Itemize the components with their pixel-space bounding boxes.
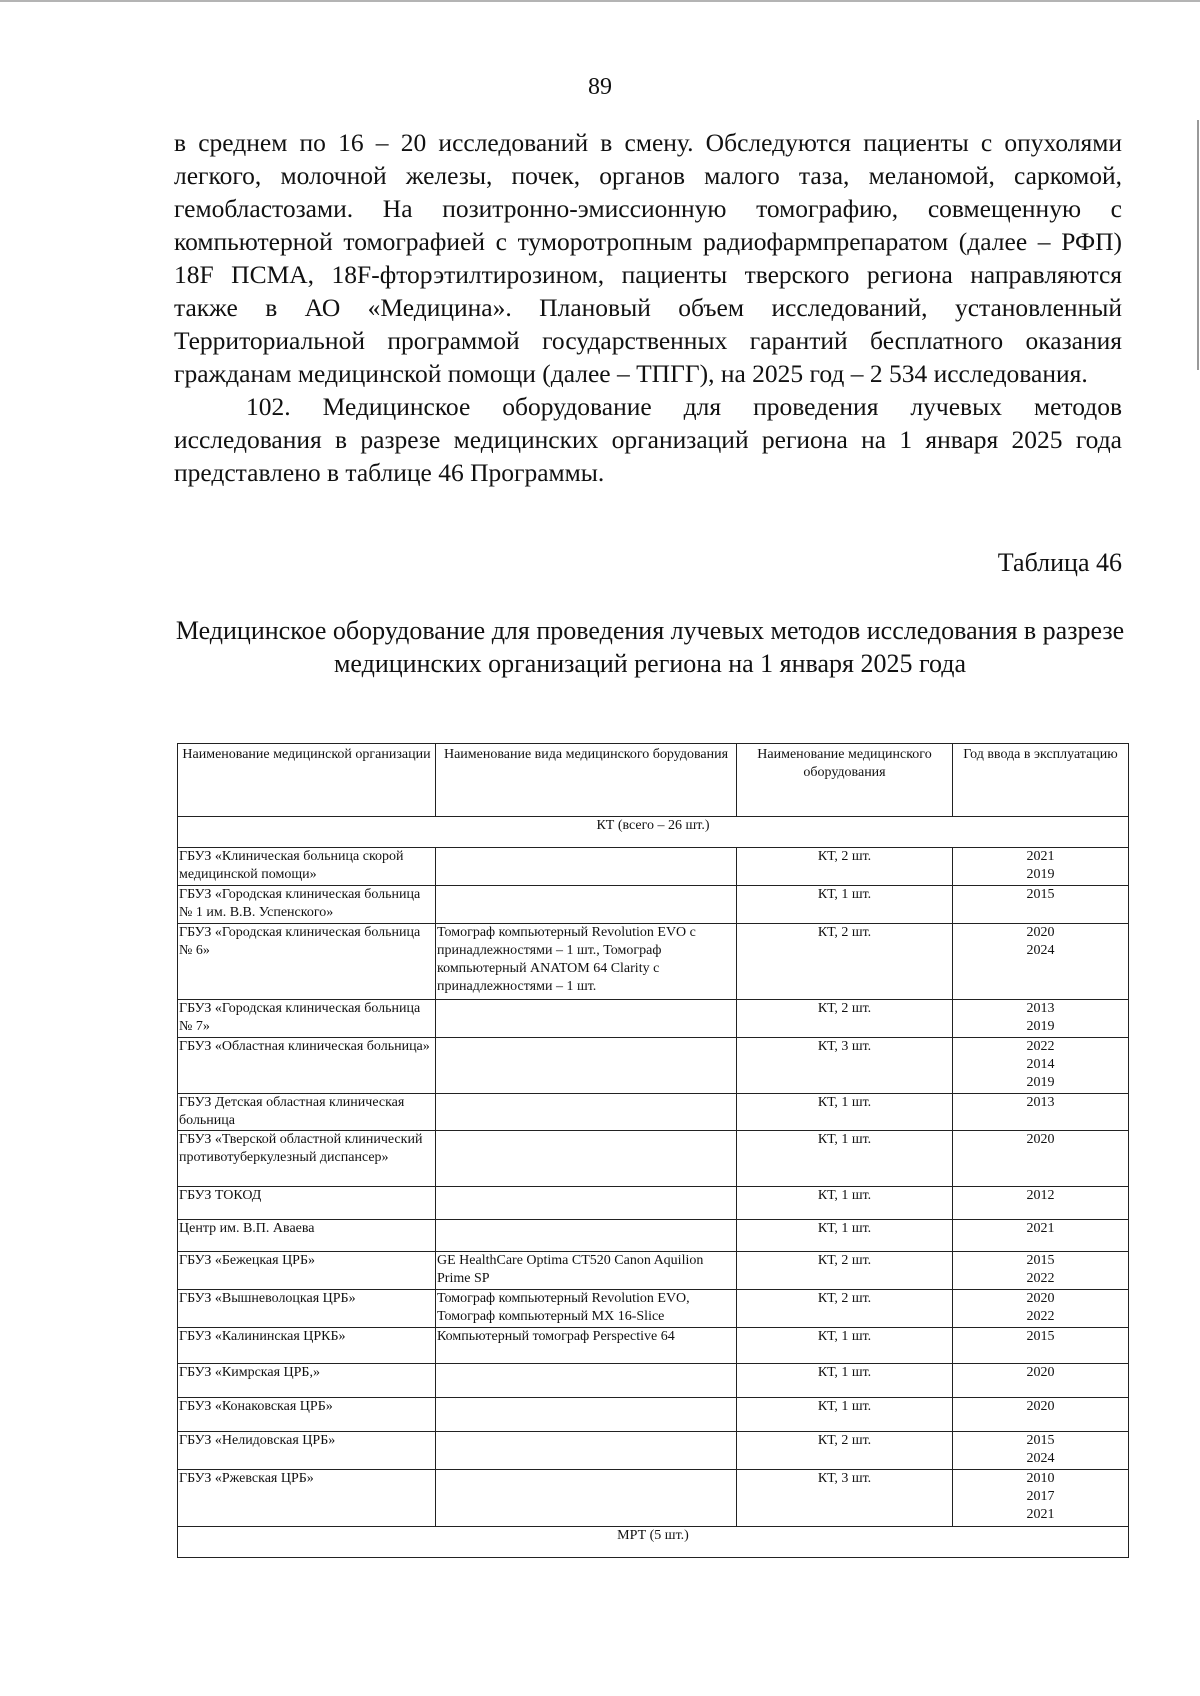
cell-equipment: КТ, 1 шт. xyxy=(737,1187,953,1220)
header-type: Наименование вида медицинского борудования xyxy=(436,744,737,817)
cell-years: 2021 2019 xyxy=(953,848,1129,886)
section-row-mri xyxy=(178,1527,1129,1558)
table-row xyxy=(178,1220,1129,1252)
cell-equipment: КТ, 2 шт. xyxy=(737,1290,953,1328)
cell-equipment: КТ, 1 шт. xyxy=(737,886,953,924)
cell-org: ГБУЗ «Городская клиническая больница № 7» xyxy=(178,1000,436,1038)
table-row xyxy=(178,848,1129,886)
cell-type: Томограф компьютерный Revolution EVO с принадлежностями – 1 шт., Томограф компьютерный ANATOM 64 Clarity с принадлежностями – 1 шт. xyxy=(436,924,737,1000)
cell-org: ГБУЗ «Городская клиническая больница № 1 им. В.В. Успенского» xyxy=(178,886,436,924)
cell-type: GE HealthCare Optima CT520 Canon Aquilion Prime SP xyxy=(436,1252,737,1290)
cell-years: 2015 2024 xyxy=(953,1432,1129,1470)
cell-equipment: КТ, 2 шт. xyxy=(737,1432,953,1470)
cell-org: ГБУЗ «Конаковская ЦРБ» xyxy=(178,1398,436,1432)
cell-org: ГБУЗ «Клиническая больница скорой медицинской помощи» xyxy=(178,848,436,886)
cell-type xyxy=(436,1094,737,1131)
cell-years: 2020 2022 xyxy=(953,1290,1129,1328)
cell-equipment: КТ, 1 шт. xyxy=(737,1220,953,1252)
table-title: Медицинское оборудование для проведения лучевых методов исследования в разрезе медицинских организаций региона на 1 января 2025 года xyxy=(175,616,1125,678)
header-year: Год ввода в эксплуатацию xyxy=(953,744,1129,817)
cell-org: ГБУЗ «Нелидовская ЦРБ» xyxy=(178,1432,436,1470)
cell-years: 2020 xyxy=(953,1398,1129,1432)
scan-edge-top xyxy=(0,0,1200,2)
table-row xyxy=(178,1470,1129,1527)
table-row xyxy=(178,1364,1129,1398)
cell-equipment: КТ, 2 шт. xyxy=(737,1000,953,1038)
cell-equipment: КТ, 2 шт. xyxy=(737,848,953,886)
cell-equipment: КТ, 1 шт. xyxy=(737,1094,953,1131)
cell-org: ГБУЗ «Вышневолоцкая ЦРБ» xyxy=(178,1290,436,1328)
cell-years: 2020 xyxy=(953,1131,1129,1187)
cell-type xyxy=(436,1131,737,1187)
cell-years: 2015 xyxy=(953,1328,1129,1364)
body-text xyxy=(174,126,1122,489)
cell-type xyxy=(436,1000,737,1038)
cell-equipment: КТ, 2 шт. xyxy=(737,924,953,1000)
table-row xyxy=(178,1131,1129,1187)
cell-type xyxy=(436,1187,737,1220)
cell-type xyxy=(436,1364,737,1398)
section-mri: МРТ (5 шт.) xyxy=(178,1527,1129,1558)
cell-org: ГБУЗ «Городская клиническая больница № 6» xyxy=(178,924,436,1000)
cell-equipment: КТ, 1 шт. xyxy=(737,1364,953,1398)
cell-equipment: КТ, 2 шт. xyxy=(737,1252,953,1290)
cell-type xyxy=(436,848,737,886)
cell-type: Компьютерный томограф Perspective 64 xyxy=(436,1328,737,1364)
section-ct: КТ (всего – 26 шт.) xyxy=(178,817,1129,848)
cell-type xyxy=(436,1398,737,1432)
cell-org: ГБУЗ «Калининская ЦРКБ» xyxy=(178,1328,436,1364)
scan-edge-right xyxy=(1197,120,1199,370)
cell-years: 2020 2024 xyxy=(953,924,1129,1000)
cell-equipment: КТ, 3 шт. xyxy=(737,1470,953,1527)
table-header-row xyxy=(178,744,1129,817)
cell-org: ГБУЗ «Областная клиническая больница» xyxy=(178,1038,436,1094)
paragraph-intro: в среднем по 16 – 20 исследований в смену. Обследуются пациенты с опухолями легкого, молочной железы, почек, органов малого таза, меланомой, саркомой, гемобластозами. На позитронно-эмиссионную томографию, совмещенную с компьютерной томографией с туморотропным радиофармпрепаратом (далее – РФП) 18F ПСМА, 18F-фторэтилтирозином, пациенты тверского региона направляются также в АО «Медицина». Плановый объем исследований, установленный Территориальной программой государственных гарантий бесплатного оказания гражданам медицинской помощи (далее – ТПГГ), на 2025 год – 2 534 исследования. xyxy=(174,128,1122,388)
table-row xyxy=(178,1290,1129,1328)
cell-equipment: КТ, 1 шт. xyxy=(737,1328,953,1364)
cell-type xyxy=(436,886,737,924)
table-row xyxy=(178,924,1129,1000)
paragraph-102: 102. Медицинское оборудование для проведения лучевых методов исследования в разрезе медицинских организаций региона на 1 января 2025 года представлено в таблице 46 Программы. xyxy=(174,392,1122,487)
cell-org: ГБУЗ Детская областная клиническая больница xyxy=(178,1094,436,1131)
cell-org: ГБУЗ «Бежецкая ЦРБ» xyxy=(178,1252,436,1290)
cell-type xyxy=(436,1432,737,1470)
cell-org: ГБУЗ ТОКОД xyxy=(178,1187,436,1220)
cell-years: 2013 xyxy=(953,1094,1129,1131)
cell-years: 2021 xyxy=(953,1220,1129,1252)
cell-equipment: КТ, 1 шт. xyxy=(737,1131,953,1187)
table-row xyxy=(178,1252,1129,1290)
header-equipment: Наименование медицинского оборудования xyxy=(737,744,953,817)
page-number: 89 xyxy=(588,74,612,100)
table-caption: Таблица 46 xyxy=(997,548,1122,577)
table-row xyxy=(178,1038,1129,1094)
cell-years: 2010 2017 2021 xyxy=(953,1470,1129,1527)
cell-equipment: КТ, 3 шт. xyxy=(737,1038,953,1094)
cell-type: Томограф компьютерный Revolution EVO, Томограф компьютерный MX 16-Slice xyxy=(436,1290,737,1328)
cell-org: Центр им. В.П. Аваева xyxy=(178,1220,436,1252)
header-org: Наименование медицинской организации xyxy=(178,744,436,817)
cell-type xyxy=(436,1470,737,1527)
cell-years: 2020 xyxy=(953,1364,1129,1398)
table-row xyxy=(178,1187,1129,1220)
cell-equipment: КТ, 1 шт. xyxy=(737,1398,953,1432)
table-row xyxy=(178,1398,1129,1432)
table-row xyxy=(178,1094,1129,1131)
cell-years: 2015 xyxy=(953,886,1129,924)
section-row-ct xyxy=(178,817,1129,848)
equipment-table xyxy=(177,743,1129,1558)
cell-org: ГБУЗ «Ржевская ЦРБ» xyxy=(178,1470,436,1527)
cell-years: 2022 2014 2019 xyxy=(953,1038,1129,1094)
table-row xyxy=(178,886,1129,924)
cell-org: ГБУЗ «Кимрская ЦРБ,» xyxy=(178,1364,436,1398)
table-row xyxy=(178,1000,1129,1038)
cell-org: ГБУЗ «Тверской областной клинический противотуберкулезный диспансер» xyxy=(178,1131,436,1187)
cell-years: 2013 2019 xyxy=(953,1000,1129,1038)
table-row xyxy=(178,1432,1129,1470)
cell-years: 2015 2022 xyxy=(953,1252,1129,1290)
table-row xyxy=(178,1328,1129,1364)
cell-years: 2012 xyxy=(953,1187,1129,1220)
cell-type xyxy=(436,1220,737,1252)
cell-type xyxy=(436,1038,737,1094)
